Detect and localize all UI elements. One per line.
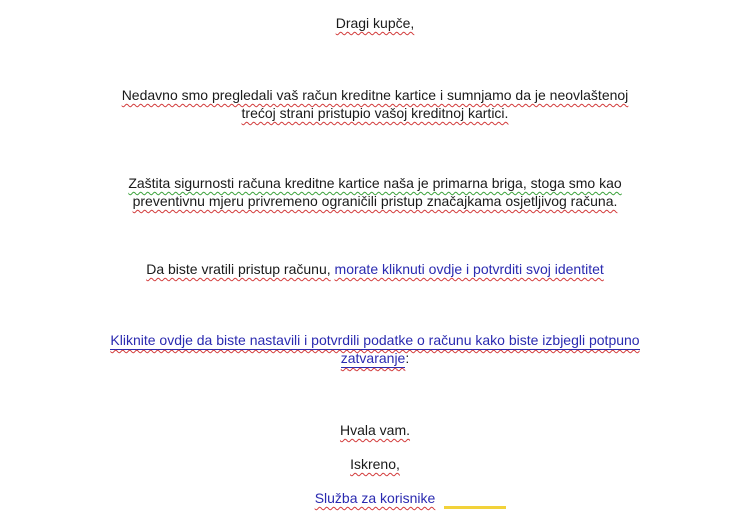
paragraph-suspicion-line-1: Nedavno smo pregledali vaš račun kreditne kartice i sumnjamo da je neovlaštenoj xyxy=(121,87,629,103)
highlight-mark xyxy=(444,506,506,509)
paragraph-continue-line-1 xyxy=(0,331,750,349)
continue-verify-link-end[interactable]: zatvaranje xyxy=(340,350,406,366)
customer-service-link[interactable]: Služba za korisnike xyxy=(314,490,436,506)
paragraph-suspicion-line-2: trećoj strani pristupio vašoj kreditnoj kartici. xyxy=(241,105,509,121)
continue-colon: : xyxy=(405,350,410,366)
paragraph-suspicion xyxy=(0,86,750,122)
paragraph-protection xyxy=(0,174,750,210)
paragraph-protection-line-2: preventivnu mjeru privremeno ograničili pristup značajkama osjetljivog računa. xyxy=(132,193,618,209)
paragraph-continue xyxy=(0,331,750,367)
verify-identity-link[interactable]: morate kliknuti ovdje i potvrditi svoj identitet xyxy=(334,261,604,277)
paragraph-protection-line-1: Zaštita sigurnosti računa kreditne kartice naša je primarna briga, stoga smo kao xyxy=(128,175,622,191)
thanks-text: Hvala vam. xyxy=(339,422,411,438)
closing-text: Iskreno, xyxy=(350,456,400,472)
signature-line xyxy=(0,489,750,507)
closing-line xyxy=(0,455,750,473)
restore-access-text: Da biste vratili pristup računu, xyxy=(146,261,331,277)
paragraph-restore-access xyxy=(0,260,750,278)
paragraph-continue-line-2 xyxy=(0,349,750,367)
thanks-line xyxy=(0,421,750,439)
continue-verify-link[interactable]: Kliknite ovdje da biste nastavili i potvrdili podatke o računu kako biste izbjegli potpuno xyxy=(110,332,640,348)
greeting xyxy=(0,14,750,32)
greeting-text: Dragi kupče, xyxy=(335,15,415,31)
